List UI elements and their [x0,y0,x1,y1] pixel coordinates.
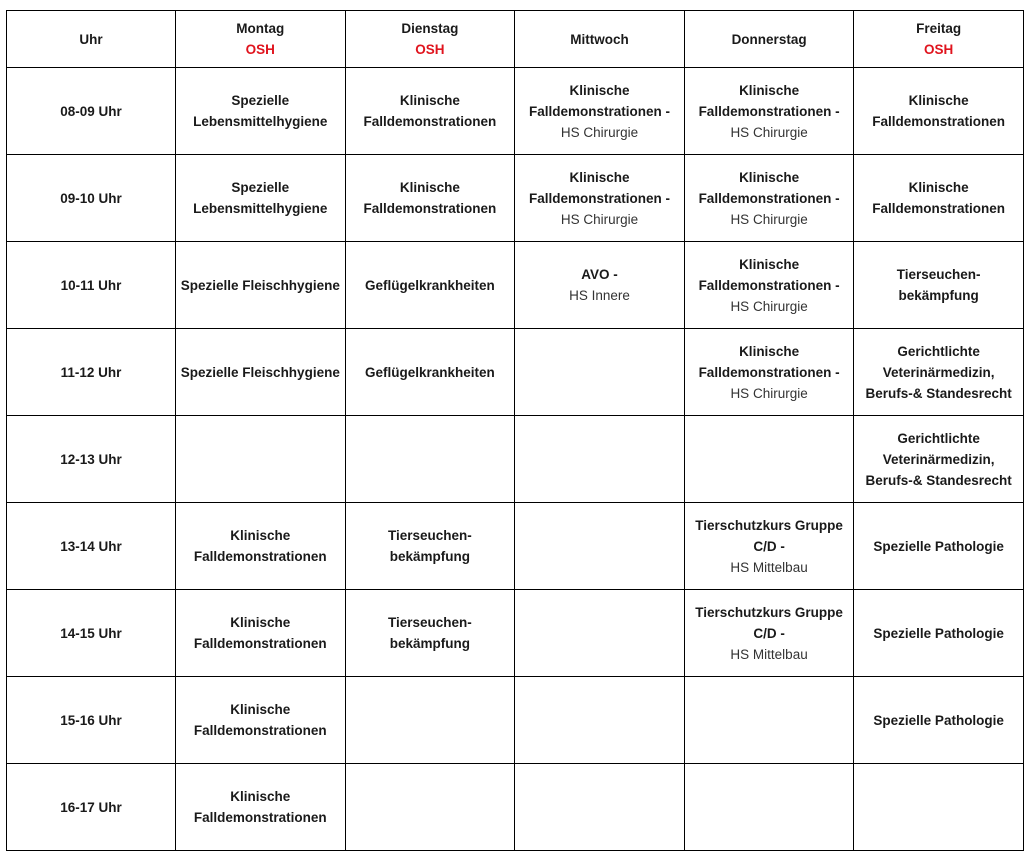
course-subject: AVO - [581,267,618,282]
schedule-cell [176,503,346,590]
schedule-cell [684,329,854,416]
course-room: HS Chirurgie [560,211,639,227]
course-subject: Geflügelkrankheiten [364,364,495,380]
schedule-cell [345,503,515,590]
day-header-freitag [854,11,1024,68]
course-room: HS Innere [569,288,630,303]
course-subject: Klinische Falldemonstrationen [872,93,1006,129]
time-slot-label: 12-13 Uhr [60,451,122,467]
course-room: HS Chirurgie [730,298,808,314]
schedule-cell [854,416,1024,503]
course-subject: Klinische Falldemonstrationen - [698,343,840,380]
schedule-cell [345,155,515,242]
osh-tag: OSH [245,42,275,57]
table-row [7,503,1024,590]
schedule-cell [684,590,854,677]
schedule-cell [176,155,346,242]
day-name: Montag [236,21,285,36]
schedule-cell [515,242,685,329]
schedule-cell [684,503,854,590]
schedule-cell [854,242,1024,329]
schedule-cell [684,155,854,242]
course-subject: Klinische Falldemonstrationen [193,528,327,564]
time-slot-cell [7,503,176,590]
day-header-mittwoch [515,11,685,68]
schedule-cell [176,68,346,155]
course-subject: Spezielle Pathologie [873,538,1004,554]
course-subject: Klinische Falldemonstrationen [193,702,327,738]
day-name: Mittwoch [570,31,629,47]
course-subject: Tierschutzkurs Gruppe C/D - [695,604,843,641]
schedule-cell [176,416,346,503]
time-slot-label: 14-15 Uhr [60,625,122,641]
schedule-cell [515,503,685,590]
time-slot-label: 16-17 Uhr [60,799,122,815]
course-subject: Klinische Falldemonstrationen - [698,256,840,293]
course-room: HS Mittelbau [730,559,808,575]
time-slot-label: 15-16 Uhr [60,712,122,728]
schedule-cell [345,764,515,851]
course-subject: Spezielle Lebensmittelhygiene [193,180,328,216]
schedule-cell [176,764,346,851]
course-subject: Spezielle Fleischhygiene [180,277,340,293]
course-subject: Klinische Falldemonstrationen [363,93,497,129]
schedule-cell [854,329,1024,416]
time-slot-cell [7,416,176,503]
course-subject: Klinische Falldemonstrationen [872,180,1006,216]
time-slot-cell [7,68,176,155]
schedule-cell [854,155,1024,242]
time-column-header: Uhr [7,11,176,68]
table-row [7,68,1024,155]
time-slot-label: 08-09 Uhr [60,103,122,119]
course-subject: Tierseuchen-bekämpfung [387,528,472,564]
time-slot-label: 10-11 Uhr [60,277,122,293]
schedule-cell [515,155,685,242]
osh-tag: OSH [415,42,445,57]
table-row [7,242,1024,329]
day-header-montag [176,11,346,68]
course-subject: Klinische Falldemonstrationen [193,615,327,651]
time-slot-cell [7,242,176,329]
schedule-cell [854,503,1024,590]
time-slot-label: 09-10 Uhr [60,190,122,206]
course-room: HS Chirurgie [560,124,639,140]
course-subject: Klinische Falldemonstrationen [193,789,327,825]
schedule-cell [345,590,515,677]
schedule-cell [515,68,685,155]
course-subject: Geflügelkrankheiten [364,277,495,293]
course-subject: Spezielle Fleischhygiene [180,364,340,380]
schedule-cell [515,677,685,764]
table-row [7,329,1024,416]
schedule-cell [854,677,1024,764]
table-row [7,155,1024,242]
course-subject: Tierschutzkurs Gruppe C/D - [695,517,843,554]
schedule-cell [515,764,685,851]
header-row [7,11,1024,68]
schedule-cell [176,329,346,416]
schedule-cell [684,242,854,329]
day-name: Donnerstag [731,31,807,47]
schedule-cell [176,242,346,329]
schedule-cell [854,68,1024,155]
course-subject: Klinische Falldemonstrationen - [528,169,670,206]
course-room: HS Chirurgie [730,124,808,140]
day-header-donnerstag [684,11,854,68]
day-header-dienstag [345,11,515,68]
schedule-cell [176,590,346,677]
schedule-cell [345,242,515,329]
table-row [7,416,1024,503]
schedule-cell [515,590,685,677]
time-slot-cell [7,764,176,851]
course-subject: Tierseuchen-bekämpfung [896,267,981,303]
course-subject: Klinische Falldemonstrationen - [528,82,670,119]
schedule-cell [515,329,685,416]
schedule-cell [515,416,685,503]
schedule-cell [684,68,854,155]
course-subject: Gerichtlichte Veterinärmedizin, Berufs-& Standesrecht [865,430,1012,488]
schedule-cell [345,68,515,155]
timetable [6,10,1024,851]
course-room: HS Chirurgie [730,211,808,227]
schedule-cell [684,764,854,851]
schedule-cell [854,590,1024,677]
schedule-cell [176,677,346,764]
schedule-cell [684,677,854,764]
course-room: HS Mittelbau [730,646,808,662]
schedule-cell [345,677,515,764]
time-slot-cell [7,590,176,677]
time-slot-cell [7,677,176,764]
time-slot-label: 11-12 Uhr [60,364,122,380]
course-subject: Klinische Falldemonstrationen - [698,82,840,119]
schedule-cell [345,329,515,416]
course-room: HS Chirurgie [730,385,808,401]
time-slot-label: 13-14 Uhr [60,538,122,554]
time-slot-cell [7,329,176,416]
course-subject: Gerichtlichte Veterinärmedizin, Berufs-& Standesrecht [865,343,1012,401]
course-subject: Klinische Falldemonstrationen [363,180,497,216]
schedule-cell [854,764,1024,851]
schedule-cell [345,416,515,503]
day-name: Freitag [916,21,962,36]
time-slot-cell [7,155,176,242]
course-subject: Spezielle Pathologie [873,625,1004,641]
table-row [7,764,1024,851]
course-subject: Klinische Falldemonstrationen - [698,169,840,206]
course-subject: Spezielle Lebensmittelhygiene [193,93,328,129]
course-subject: Spezielle Pathologie [873,712,1004,728]
table-row [7,677,1024,764]
day-name: Dienstag [401,21,459,36]
table-row [7,590,1024,677]
osh-tag: OSH [924,42,954,57]
course-subject: Tierseuchen-bekämpfung [387,615,472,651]
schedule-cell [684,416,854,503]
